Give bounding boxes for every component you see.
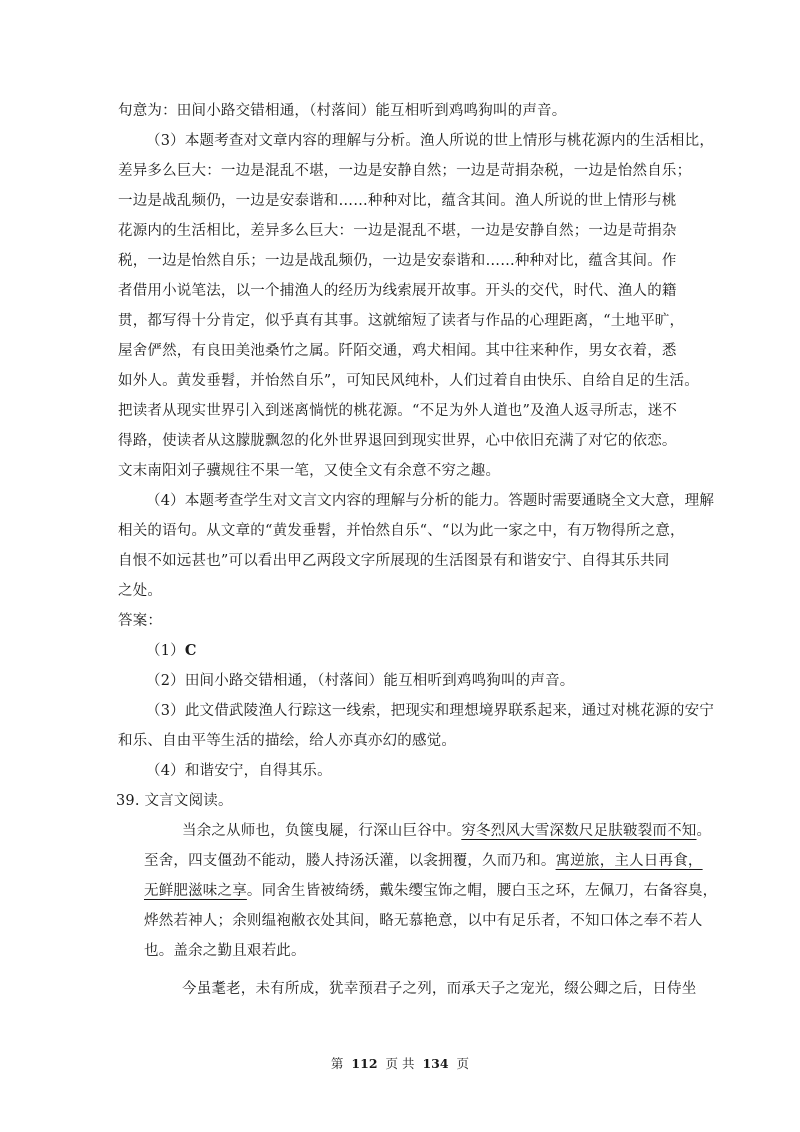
text-line: 文末南阳刘子骥规往不果一笔，又使全文有余意不穷之趣。 <box>118 463 501 479</box>
current-page-number: 112 <box>351 1056 378 1071</box>
text-line: 一边是战乱频仍，一边是安泰谐和……种种对比，蕴含其间。渔人所说的世上情形与桃 <box>118 193 677 209</box>
answer-item-1: （1）C <box>146 642 197 659</box>
text-line: 和乐、自由平等生活的描绘，给人亦真亦幻的感觉。 <box>118 733 457 749</box>
passage-line: 至舍，四支僵劲不能动，媵人持汤沃灌，以衾拥覆，久而乃和。寓逆旅，主人日再食， <box>144 853 703 869</box>
text-line: 自恨不如远甚也”可以看出甲乙两段文字所展现的生活图景有和谐安宁、自得其乐共同 <box>118 553 670 569</box>
text-line: （4）本题考查学生对文言文内容的理解与分析的能力。答题时需要通晓全文大意，理解 <box>146 493 715 509</box>
underlined-phrase: 寓逆旅，主人日再食， <box>555 853 703 869</box>
answer-item-3: （3）此文借武陵渔人行踪这一线索，把现实和理想境界联系起来，通过对桃花源的安宁 <box>146 703 715 719</box>
text-line: 相关的语句。从文章的“黄发垂髫，并怡然自乐“、“以为此一家之中，有万物得所之意， <box>118 523 685 539</box>
text-line: 把读者从现实世界引入到迷离惝恍的桃花源。“不足为外人道也”及渔人返寻所志，迷不 <box>118 403 678 419</box>
total-page-number: 134 <box>422 1056 449 1071</box>
page-footer: 第 112 页 共 134 页 <box>330 1056 470 1071</box>
text-line: 句意为：田间小路交错相通，（村落间）能互相听到鸡鸣狗叫的声音。 <box>118 103 567 119</box>
text-line: 税，一边是怡然自乐；一边是战乱频仍，一边是安泰谐和……种种对比，蕴含其间。作 <box>118 253 677 269</box>
text-line: 者借用小说笔法，以一个捕渔人的经历为线索展开故事。开头的交代，时代、渔人的籍 <box>118 283 677 299</box>
answer-item-2: （2）田间小路交错相通，（村落间）能互相听到鸡鸣狗叫的声音。 <box>146 673 575 689</box>
text-line: 差异多么巨大：一边是混乱不堪，一边是安静自然；一边是苛捐杂税，一边是怡然自乐； <box>118 163 692 179</box>
answer-1-value: C <box>184 642 197 659</box>
answer-explanation-block <box>118 96 715 786</box>
text-line: （3）本题考查对文章内容的理解与分析。渔人所说的世上情形与桃花源内的生活相比， <box>146 133 715 149</box>
text-line: 贯，都写得十分肯定，似乎真有其事。这就缩短了读者与作品的心理距离，“土地平旷， <box>118 313 685 329</box>
underlined-phrase: 无鲜肥滋味之享 <box>144 883 247 899</box>
answer-item-4: （4）和谐安宁，自得其乐。 <box>146 763 332 779</box>
text-line: 得路，使读者从这朦胧飘忽的化外世界退回到现实世界，心中依旧充满了对它的依恋。 <box>118 433 677 449</box>
passage-line: 今虽耄老，未有所成，犹幸预君子之列，而承天子之宠光，缀公卿之后，日侍坐 <box>182 981 697 997</box>
passage-line: 当余之从师也，负箧曳屣，行深山巨谷中。穷冬烈风大雪深数尺足肤皲裂而不知。 <box>182 823 712 839</box>
passage-line: 也。盖余之勤且艰若此。 <box>144 943 306 959</box>
text-line: 花源内的生活相比，差异多么巨大：一边是混乱不堪，一边是安静自然；一边是苛捐杂 <box>118 223 677 239</box>
underlined-phrase: 穷冬烈风大雪深数尺足肤皲裂而不知 <box>461 823 697 839</box>
question-number-title: 39. 文言文阅读。 <box>116 793 233 809</box>
passage-line: 烨然若神人；余则缊袍敝衣处其间，略无慕艳意，以中有足乐者，不知口体之奉不若人 <box>144 913 703 929</box>
text-line: 屋舍俨然，有良田美池桑竹之属。阡陌交通，鸡犬相闻。其中往来种作，男女衣着，悉 <box>118 343 677 359</box>
text-line: 之处。 <box>118 583 163 599</box>
answer-heading: 答案： <box>118 613 163 629</box>
passage-line: 无鲜肥滋味之享。同舍生皆被绮绣，戴朱缨宝饰之帽，腰白玉之环，左佩刀，右备容臭， <box>144 883 718 899</box>
question-39-block <box>116 786 718 1004</box>
text-line: 如外人。黄发垂髫，并怡然自乐”，可知民风纯朴，人们过着自由快乐、自给自足的生活。 <box>118 373 699 389</box>
